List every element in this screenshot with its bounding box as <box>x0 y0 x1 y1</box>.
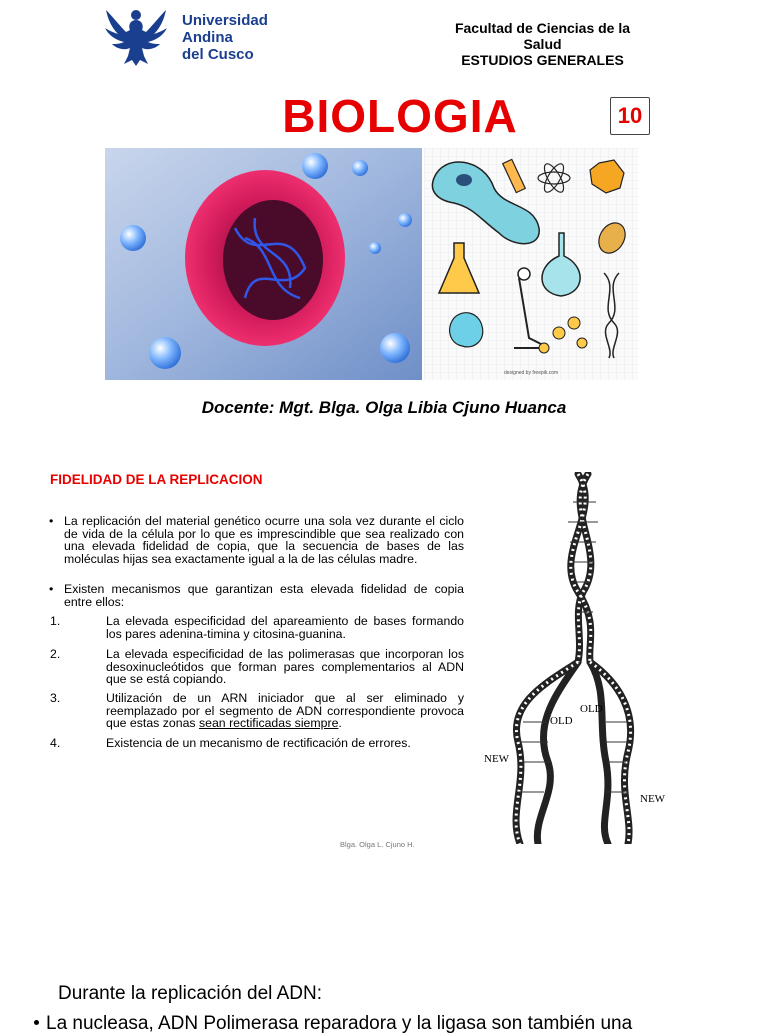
numbered-item <box>50 691 464 730</box>
item-number: 1. <box>50 614 61 628</box>
university-name <box>182 12 268 63</box>
dna-label-new-left: NEW <box>484 753 510 765</box>
bullet-marker <box>34 1020 39 1025</box>
bottom-bullet <box>46 1013 632 1035</box>
bullet-item <box>49 582 464 609</box>
author-credit: Blga. Olga L. Cjuno H. <box>340 840 415 849</box>
illustration-credit: designed by freepik.com <box>504 370 559 376</box>
bullet-text: La replicación del material genético ocurre una sola vez durante el ciclo de vida de la célula por lo que es imprescindible que sea realizado con una elevada fidelidad de copia, que la secuencia de bases de las moléculas hijas sea exactamente igual a la de las células madre. <box>64 514 464 566</box>
section-title: FIDELIDAD DE LA REPLICACION <box>50 472 263 487</box>
item-text-underlined: sean rectificadas siempre <box>198 716 339 730</box>
item-text: Utilización de un ARN iniciador que al ser eliminado y reemplazado por el segmento de ADN correspondiente provoca que estas zonas <box>106 691 464 730</box>
item-number: 3. <box>50 691 61 705</box>
item-text: Existencia de un mecanismo de rectificación de errores. <box>106 736 411 750</box>
faculty-name <box>440 20 645 68</box>
unit-number-badge: 10 <box>610 97 650 135</box>
teacher-name: Docente: Mgt. Blga. Olga Libia Cjuno Huanca <box>201 398 567 417</box>
bottom-heading: Durante la replicación del ADN: <box>58 983 323 1004</box>
item-number: 2. <box>50 647 61 661</box>
bullet-marker: • <box>49 582 54 596</box>
dna-label-new-right: NEW <box>640 793 666 805</box>
bottom-bullet-text: La nucleasa, ADN Polimerasa reparadora y la ligasa son también una <box>46 1013 633 1034</box>
bullet-marker: • <box>49 514 54 528</box>
page-title: BIOLOGIA <box>282 90 518 142</box>
biology-doodles-image <box>424 148 638 380</box>
university-line: Universidad <box>182 12 268 29</box>
university-logo-icon <box>104 6 168 68</box>
cell-nucleus-image <box>105 148 422 380</box>
university-line: del Cusco <box>182 46 254 63</box>
faculty-line: ESTUDIOS GENERALES <box>461 52 624 68</box>
dna-label-old-left: OLD <box>550 715 573 727</box>
faculty-line: Salud <box>523 36 562 52</box>
bullet-item <box>49 514 464 566</box>
item-number: 4. <box>50 736 61 750</box>
item-text: La elevada especificidad de las polimerasas que incorporan los desoxinucleótidos que forman pares complementarios al ADN que se está copiando. <box>106 647 464 686</box>
numbered-item <box>50 614 464 641</box>
bullet-text: Existen mecanismos que garantizan esta elevada fidelidad de copia entre ellos: <box>64 582 464 609</box>
item-text: La elevada especificidad del apareamiento de bases formando los pares adenina-timina y citosina-guanina. <box>106 614 464 641</box>
item-text-end: . <box>338 716 342 730</box>
numbered-item <box>50 736 464 750</box>
dna-replication-diagram <box>478 472 666 844</box>
numbered-item <box>50 647 464 686</box>
faculty-line: Facultad de Ciencias de la <box>454 20 631 36</box>
dna-label-old-right: OLD <box>580 703 603 715</box>
university-line: Andina <box>182 29 233 46</box>
